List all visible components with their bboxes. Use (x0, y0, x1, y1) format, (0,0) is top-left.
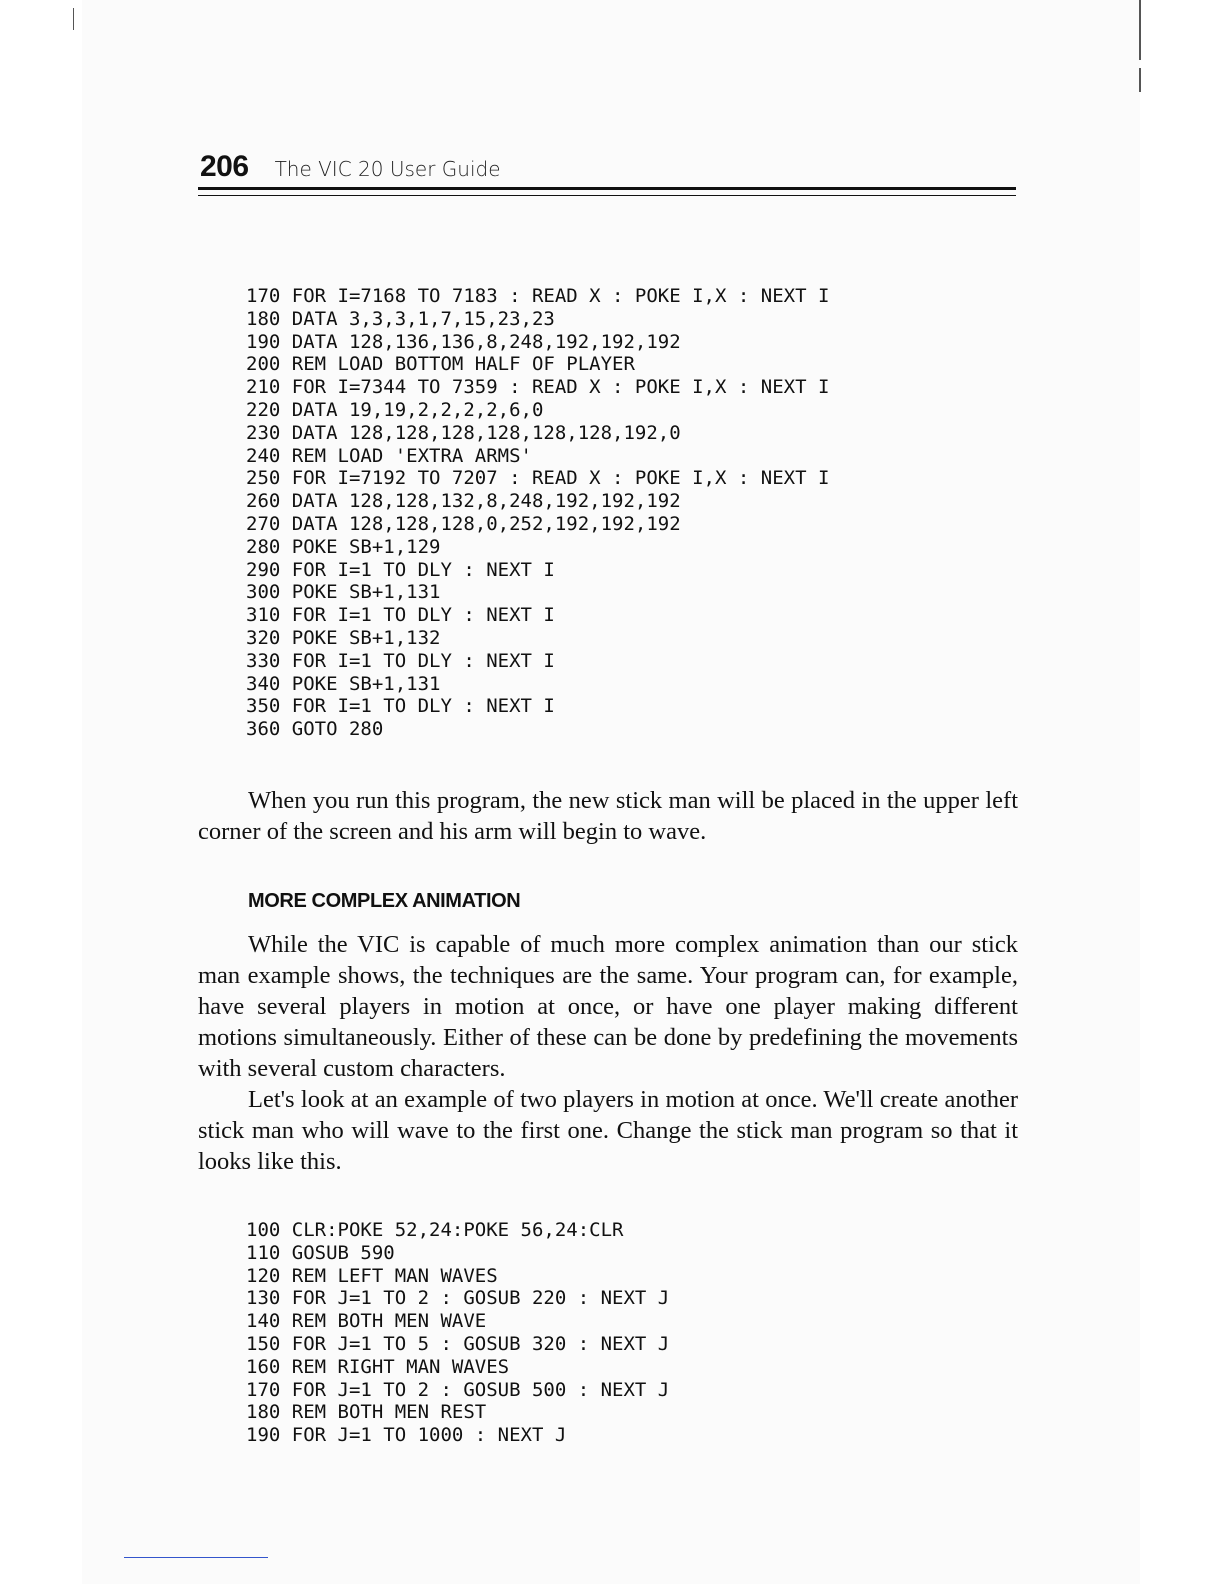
scan-edge-mark-left (73, 8, 74, 30)
running-title: The VIC 20 User Guide (274, 157, 501, 181)
code-line: 330 FOR I=1 TO DLY : NEXT I (246, 649, 555, 672)
body-paragraph-1: When you run this program, the new stick man will be placed in the upper left corner of the screen and his arm will begin to wave. (198, 787, 1018, 845)
code-line: 180 DATA 3,3,3,1,7,15,23,23 (246, 307, 555, 330)
code-line: 140 REM BOTH MEN WAVE (246, 1310, 487, 1333)
code-line: 200 REM LOAD BOTTOM HALF OF PLAYER (246, 353, 635, 376)
code-line: 310 FOR I=1 TO DLY : NEXT I (246, 604, 555, 627)
code-line: 170 FOR I=7168 TO 7183 : READ X : POKE I,X : NEXT I (246, 285, 830, 307)
body-paragraph-2: While the VIC is capable of much more complex animation than our stick man example shows, the techniques are the same. Your program can, for example, have several players in motion at once, or have one player making different motions simultaneously. Either of these can be done by predefining the movements with several custom characters. (198, 931, 1018, 1082)
code-line: 320 POKE SB+1,132 (246, 626, 441, 649)
code-line: 270 DATA 128,128,128,0,252,192,192,192 (246, 512, 681, 535)
body-paragraph-3: Let's look at an example of two players in motion at once. We'll create another stick man who will wave to the first one. Change the stick man program so that it looks like this. (198, 1086, 1018, 1175)
code-line: 280 POKE SB+1,129 (246, 535, 441, 558)
code-line: 130 FOR J=1 TO 2 : GOSUB 220 : NEXT J (246, 1287, 670, 1310)
code-line: 160 REM RIGHT MAN WAVES (246, 1355, 510, 1378)
code-line: 110 GOSUB 590 (246, 1241, 395, 1264)
header-rule-thin (198, 195, 1016, 196)
code-line: 170 FOR J=1 TO 2 : GOSUB 500 : NEXT J (246, 1378, 670, 1401)
code-line: 190 FOR J=1 TO 1000 : NEXT J (246, 1424, 567, 1447)
code-line: 300 POKE SB+1,131 (246, 581, 441, 604)
header-rule-thick (198, 187, 1016, 190)
code-line: 190 DATA 128,136,136,8,248,192,192,192 (246, 330, 681, 353)
code-line: 220 DATA 19,19,2,2,2,2,6,0 (246, 398, 544, 421)
page-header (200, 150, 1016, 184)
code-line: 240 REM LOAD 'EXTRA ARMS' (246, 444, 532, 467)
code-line: 230 DATA 128,128,128,128,128,128,192,0 (246, 421, 681, 444)
scan-edge-mark-right-bottom (1139, 68, 1141, 92)
code-line: 150 FOR J=1 TO 5 : GOSUB 320 : NEXT J (246, 1332, 670, 1355)
section-heading: MORE COMPLEX ANIMATION (248, 890, 521, 912)
code-line: 250 FOR I=7192 TO 7207 : READ X : POKE I,X : NEXT I (246, 467, 830, 490)
code-line: 340 POKE SB+1,131 (246, 672, 441, 695)
scan-edge-mark-right-top (1139, 0, 1141, 60)
code-line: 360 GOTO 280 (246, 718, 384, 741)
code-listing-1 (246, 285, 829, 741)
page-number: 206 (200, 150, 249, 183)
bottom-edge-line (124, 1557, 268, 1558)
code-listing-2 (246, 1219, 669, 1447)
code-line: 180 REM BOTH MEN REST (246, 1401, 487, 1424)
code-line: 120 REM LEFT MAN WAVES (246, 1264, 498, 1287)
code-line: 260 DATA 128,128,132,8,248,192,192,192 (246, 490, 681, 513)
code-line: 100 CLR:POKE 52,24:POKE 56,24:CLR (246, 1219, 624, 1241)
code-line: 290 FOR I=1 TO DLY : NEXT I (246, 558, 555, 581)
code-line: 210 FOR I=7344 TO 7359 : READ X : POKE I,X : NEXT I (246, 376, 830, 399)
code-line: 350 FOR I=1 TO DLY : NEXT I (246, 695, 555, 718)
